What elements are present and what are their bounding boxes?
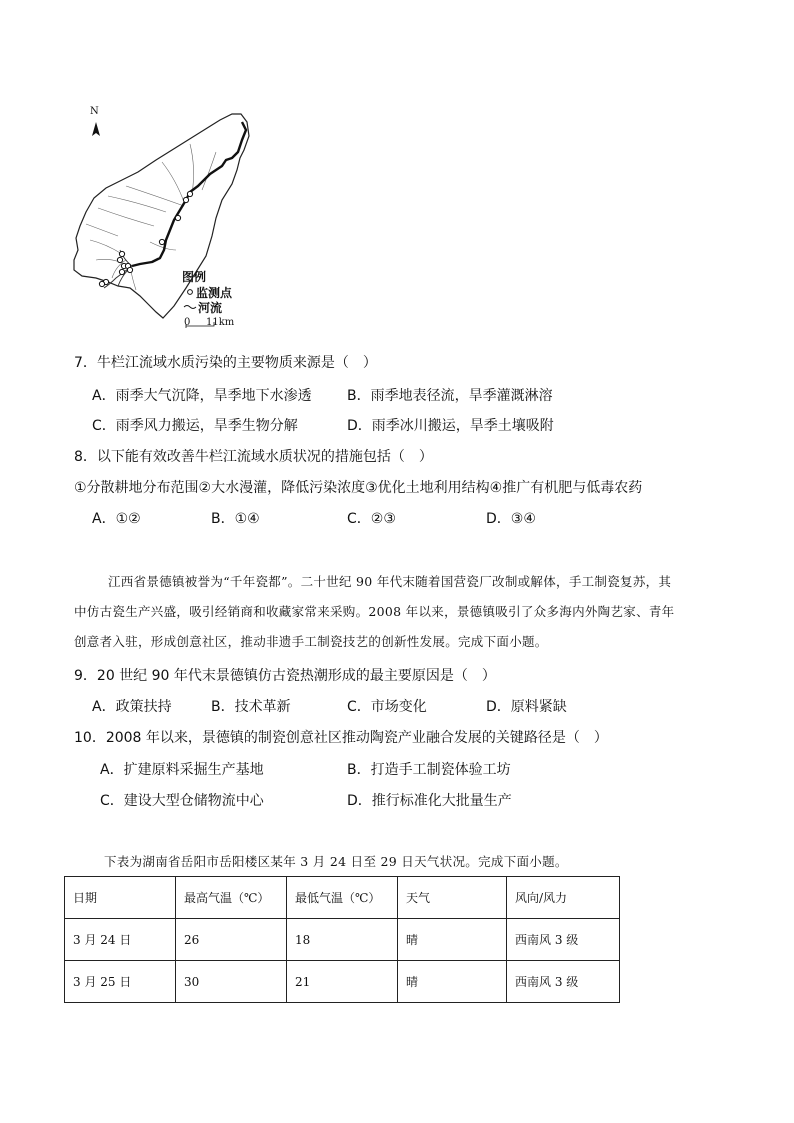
- table-cell: 21: [287, 961, 398, 1003]
- q8-stem: 8．以下能有效改善牛栏江流域水质状况的措施包括（ ）: [74, 449, 433, 465]
- q7-option-a[interactable]: A．雨季大气沉降，旱季地下水渗透: [92, 388, 312, 404]
- q9-option-c[interactable]: C．市场变化: [347, 699, 427, 715]
- q9-stem: 9．20 世纪 90 年代末景德镇仿古瓷热潮形成的最主要原因是（ ）: [74, 668, 496, 684]
- north-label: N: [90, 106, 99, 117]
- table-cell: 西南风 3 级: [507, 919, 620, 961]
- table-cell: 18: [287, 919, 398, 961]
- table-row: [65, 961, 620, 1003]
- table-header-cell: 最低气温（℃）: [287, 877, 398, 919]
- passage1-line2: 中仿古瓷生产兴盛，吸引经销商和收藏家常来采购。2008 年以来，景德镇吸引了众多海内外陶艺家、青年: [74, 604, 675, 619]
- table-cell: 3 月 24 日: [65, 919, 176, 961]
- q10-option-b[interactable]: B．打造手工制瓷体验工坊: [347, 762, 511, 778]
- q8-option-d[interactable]: D．③④: [486, 511, 536, 527]
- q8-option-a[interactable]: A．①②: [92, 511, 141, 527]
- legend-station-label: 监测点: [196, 286, 233, 300]
- passage1-line3: 创意者入驻，形成创意社区，推动非遗手工制瓷技艺的创新性发展。完成下面小题。: [74, 634, 548, 649]
- legend-title: 图例: [182, 270, 207, 284]
- q8-option-b[interactable]: B．①④: [211, 511, 260, 527]
- table-cell: 晴: [398, 961, 507, 1003]
- q10-stem: 10．2008 年以来，景德镇的制瓷创意社区推动陶瓷产业融合发展的关键路径是（ ）: [74, 730, 608, 746]
- q10-option-c[interactable]: C．建设大型仓储物流中心: [100, 793, 264, 809]
- q9-option-d[interactable]: D．原料紧缺: [486, 699, 567, 715]
- passage2-text: 下表为湖南省岳阳市岳阳楼区某年 3 月 24 日至 29 日天气状况。完成下面小题。: [104, 854, 568, 869]
- q8-items: ①分散耕地分布范围②大水漫灌，降低污染浓度③优化土地利用结构④推广有机肥与低毒农药: [74, 480, 643, 496]
- q9-option-a[interactable]: A．政策扶持: [92, 699, 172, 715]
- q8-option-c[interactable]: C．②③: [347, 511, 396, 527]
- table-header-cell: 日期: [65, 877, 176, 919]
- scale-zero: 0: [184, 317, 191, 328]
- q10-option-a[interactable]: A．扩建原料采掘生产基地: [100, 762, 264, 778]
- q7-option-d[interactable]: D．雨季冰川搬运，旱季土壤吸附: [347, 418, 554, 434]
- table-row: [65, 919, 620, 961]
- table-header-cell: 最高气温（℃）: [176, 877, 287, 919]
- table-cell: 西南风 3 级: [507, 961, 620, 1003]
- table-cell: 30: [176, 961, 287, 1003]
- basin-map: [66, 100, 266, 336]
- weather-table: [64, 876, 620, 1003]
- scale-value: 11km: [206, 317, 235, 328]
- q7-option-c[interactable]: C．雨季风力搬运，旱季生物分解: [92, 418, 298, 434]
- q9-option-b[interactable]: B．技术革新: [211, 699, 291, 715]
- legend-river-label: 河流: [198, 301, 223, 315]
- table-header-row: [65, 877, 620, 919]
- north-arrow-icon: [92, 122, 100, 136]
- table-cell: 晴: [398, 919, 507, 961]
- basin-map-svg: [66, 100, 266, 336]
- q7-stem: 7．牛栏江流域水质污染的主要物质来源是（ ）: [74, 355, 377, 371]
- table-header-cell: 风向/风力: [507, 877, 620, 919]
- table-header-cell: 天气: [398, 877, 507, 919]
- passage1-line1: 江西省景德镇被誉为“千年瓷都”。二十世纪 90 年代末随着国营瓷厂改制或解体，手工制瓷复苏，其: [108, 574, 672, 589]
- table-cell: 26: [176, 919, 287, 961]
- table-cell: 3 月 25 日: [65, 961, 176, 1003]
- q10-option-d[interactable]: D．推行标准化大批量生产: [347, 793, 512, 809]
- q7-option-b[interactable]: B．雨季地表径流，旱季灌溉淋溶: [347, 388, 553, 404]
